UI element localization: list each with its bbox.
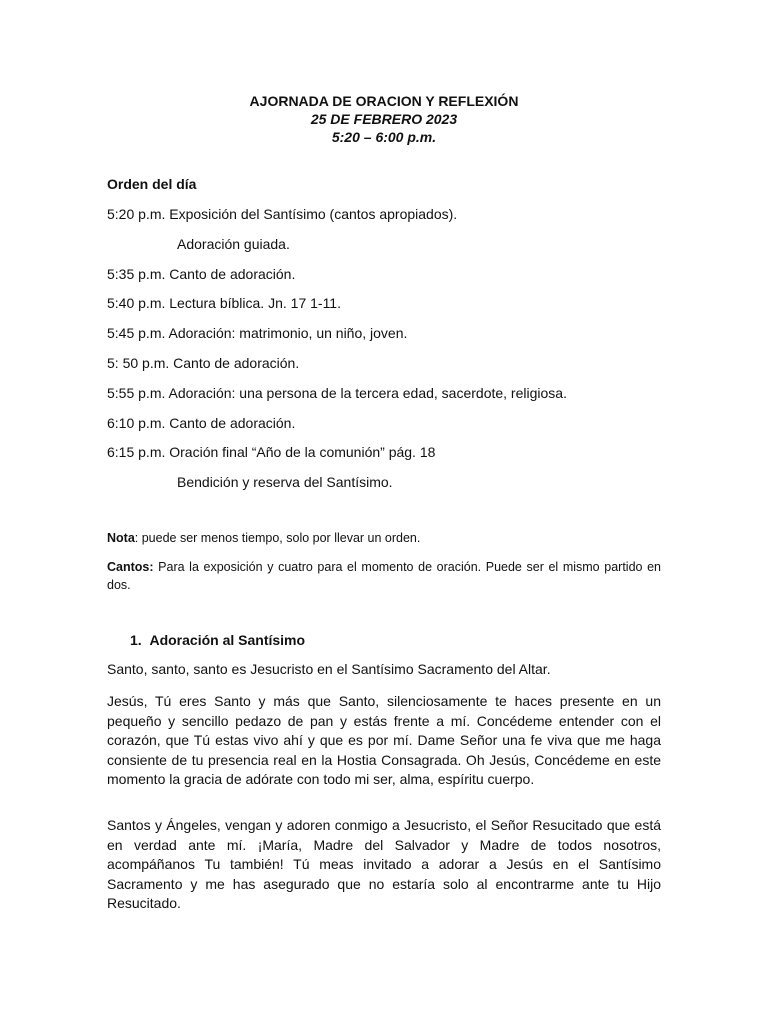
document-date: 25 DE FEBRERO 2023 (310, 111, 458, 127)
cantos-label: Cantos: (107, 560, 154, 574)
section-paragraph: Santos y Ángeles, vengan y adoren conmigo a Jesucristo, el Señor Resucitado que está en verdad ante mí. ¡María, Madre del Salvador y Madre de todos nosotros, acompáñanos Tu también! Tú meas invitado a adorar a Jesús en el Santísimo Sacramento y me has asegurado que no estaría solo al encontrarme ante tu Hijo Resucitado. (107, 817, 661, 912)
schedule-line: 5: 50 p.m. Canto de adoración. (107, 354, 300, 371)
section-title: Adoración al Santísimo (149, 632, 306, 648)
section-heading (130, 632, 305, 648)
document-header (0, 92, 768, 146)
schedule-list (107, 205, 667, 503)
schedule-line: 5:55 p.m. Adoración: una persona de la tercera edad, sacerdote, religiosa. (107, 384, 567, 401)
section-number: 1. (130, 632, 142, 648)
cantos-paragraph (107, 558, 661, 594)
section-paragraph: Jesús, Tú eres Santo y más que Santo, silenciosamente te haces presente en un pequeño y sencillo pedazo de pan y estás frente a mí. Concédeme entender con el corazón, que Tú estas vivo ahí y que es por mí. Dame Señor una fe viva que me haga consiente de tu presencia real en la Hostia Consagrada. Oh Jesús, Concédeme en este momento la gracia de adórate con todo mi ser, alma, espíritu cuerpo. (107, 693, 661, 788)
document-time: 5:20 – 6:00 p.m. (331, 129, 437, 145)
document-title: AJORNADA DE ORACION Y REFLEXIÓN (249, 93, 519, 109)
schedule-line: 5:20 p.m. Exposición del Santísimo (cantos apropiados). (107, 206, 458, 222)
section-paragraph: Santo, santo, santo es Jesucristo en el Santísimo Sacramento del Altar. (107, 661, 551, 677)
schedule-line: 5:40 p.m. Lectura bíblica. Jn. 17 1-11. (107, 295, 341, 312)
cantos-text: Para la exposición y cuatro para el momento de oración. Puede ser el mismo partido en dos. (107, 560, 661, 592)
orden-title: Orden del día (107, 176, 197, 192)
schedule-line: Bendición y reserva del Santísimo. (177, 474, 393, 491)
schedule-line: 5:45 p.m. Adoración: matrimonio, un niño, joven. (107, 325, 408, 342)
schedule-line: 6:15 p.m. Oración final “Año de la comunión” pág. 18 (107, 444, 436, 461)
nota-paragraph (107, 530, 661, 546)
schedule-line: 6:10 p.m. Canto de adoración. (107, 414, 296, 431)
schedule-line: 5:35 p.m. Canto de adoración. (107, 265, 296, 282)
nota-text: : puede ser menos tiempo, solo por llevar un orden. (134, 531, 421, 545)
nota-label: Nota (107, 531, 135, 545)
schedule-line: Adoración guiada. (177, 235, 290, 252)
